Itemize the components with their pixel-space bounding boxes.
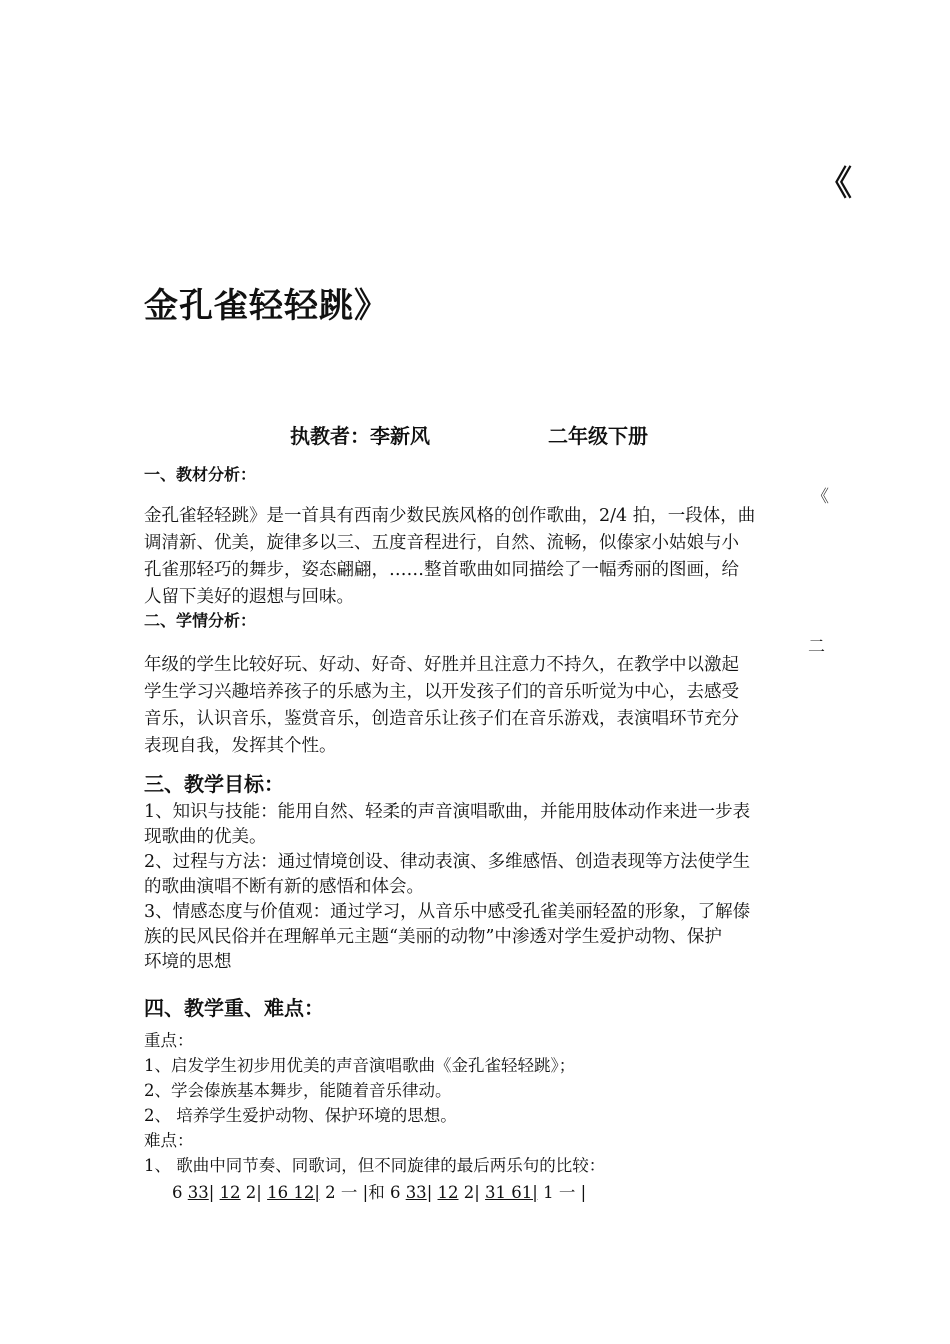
section-4-heading: 四、教学重、难点： — [144, 996, 324, 1020]
section-3-body — [144, 800, 809, 975]
notation-underlined: 12 — [219, 1183, 241, 1202]
section-1-line: 调清新、优美，旋律多以三、五度音程进行，自然、流畅，似傣家小姑娘与小 — [144, 533, 739, 553]
notation-underlined: 33 — [187, 1183, 209, 1202]
notation-part: 2| — [458, 1183, 486, 1202]
section-3-heading: 三、教学目标： — [144, 772, 284, 796]
notation-part: 2 一 |和 6 — [319, 1183, 406, 1202]
section-3-line: 族的民风民俗并在理解单元主题“美丽的动物”中渗透对学生爱护动物、保护 — [144, 927, 722, 947]
notation-part: 2| — [240, 1183, 268, 1202]
page-title: 金孔雀轻轻跳》 — [144, 286, 389, 326]
music-notation — [172, 1180, 586, 1205]
section-1-line: 人留下美好的遐想与回味。 — [144, 587, 354, 607]
section-2-margin-mark: 二 — [808, 637, 825, 657]
section-2-line: 音乐，认识音乐，鉴赏音乐，创造音乐让孩子们在音乐游戏，表演唱环节充分 — [144, 709, 739, 729]
section-1-margin-mark: 《 — [812, 487, 829, 507]
section-3-line: 的歌曲演唱不断有新的感悟和体会。 — [144, 877, 424, 897]
section-2-heading: 二、学情分析： — [144, 611, 257, 630]
notation-underlined: 33 — [405, 1183, 427, 1202]
grade-label: 二年级下册 — [548, 424, 648, 448]
section-3-line: 环境的思想 — [144, 952, 232, 972]
section-1-line: 孔雀那轻巧的舞步，姿态翩翩，……整首歌曲如同描绘了一幅秀丽的图画，给 — [144, 560, 739, 580]
focus-item: 2、学会傣族基本舞步，能随着音乐律动。 — [144, 1081, 452, 1100]
notation-part: | — [208, 1183, 220, 1202]
teacher-label: 执教者：李新风 — [290, 424, 430, 448]
notation-part: | — [426, 1183, 438, 1202]
notation-part: 6 — [172, 1183, 188, 1202]
section-1-heading: 一、教材分析： — [144, 465, 257, 484]
section-3-line: 2、过程与方法：通过情境创设、律动表演、多维感悟、创造表现等方法使学生 — [144, 852, 751, 872]
section-2-line: 年级的学生比较好玩、好动、好奇、好胜并且注意力不持久，在教学中以激起 — [144, 655, 739, 675]
section-2-line: 学生学习兴趣培养孩子的乐感为主，以开发孩子们的音乐听觉为中心，去感受 — [144, 682, 739, 702]
section-1-body — [144, 503, 809, 611]
section-2-line: 表现自我，发挥其个性。 — [144, 736, 337, 756]
difficulty-item: 1、 歌曲中同节奏、同歌词，但不同旋律的最后两乐句的比较： — [144, 1156, 606, 1175]
notation-underlined: 16 12| — [267, 1183, 320, 1202]
section-3-line: 1、知识与技能：能用自然、轻柔的声音演唱歌曲，并能用肢体动作来进一步表 — [144, 802, 751, 822]
title-open-quote: 《 — [818, 164, 852, 204]
section-3-line: 3、情感态度与价值观：通过学习，从音乐中感受孔雀美丽轻盈的形象，了解傣 — [144, 902, 751, 922]
focus-item: 1、启发学生初步用优美的声音演唱歌曲《金孔雀轻轻跳》； — [144, 1056, 576, 1075]
section-2-body — [144, 652, 809, 760]
notation-part: 1 一 | — [537, 1183, 587, 1202]
focus-label: 重点： — [144, 1031, 194, 1050]
section-1-line: 金孔雀轻轻跳》是一首具有西南少数民族风格的创作歌曲，2/4 拍，一段体，曲 — [144, 506, 756, 526]
notation-underlined: 31 61| — [485, 1183, 538, 1202]
notation-underlined: 12 — [437, 1183, 459, 1202]
focus-item: 2、 培养学生爱护动物、保护环境的思想。 — [144, 1106, 457, 1125]
section-3-line: 现歌曲的优美。 — [144, 827, 267, 847]
difficulty-label: 难点： — [144, 1131, 194, 1150]
